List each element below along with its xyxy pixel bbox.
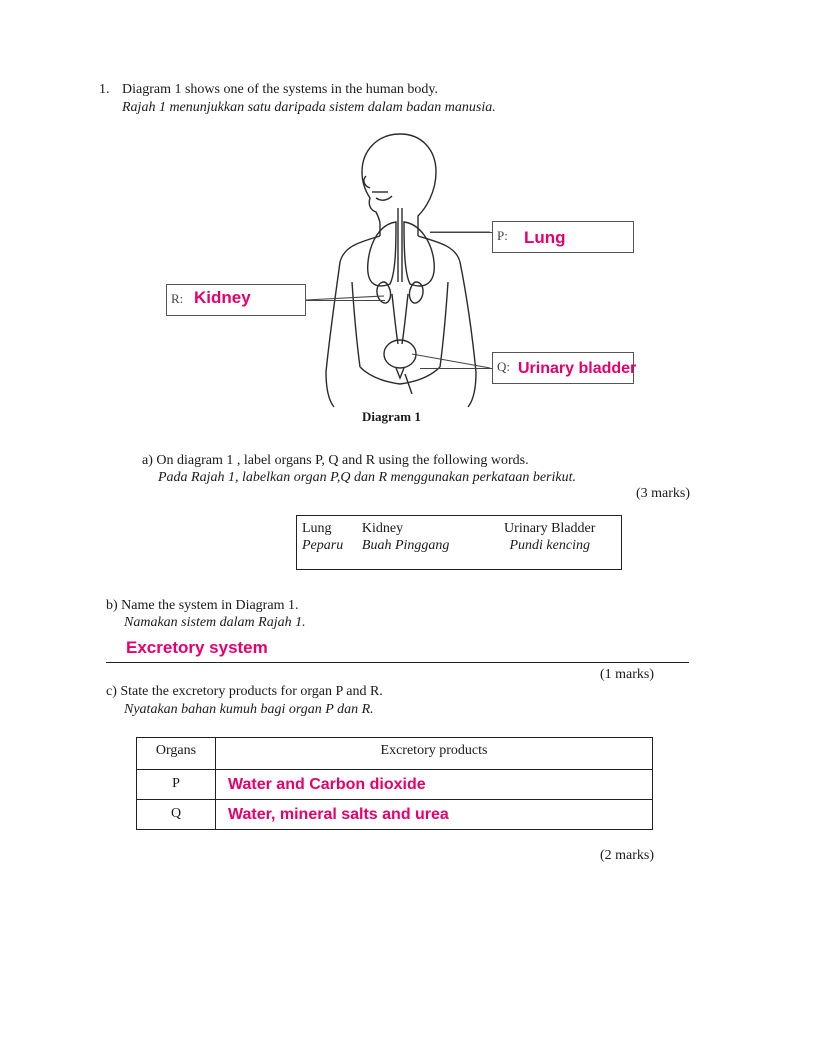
word-ms: Buah Pinggang xyxy=(361,538,450,553)
answer-line xyxy=(106,662,689,663)
word-bank-table xyxy=(296,515,622,570)
word-en: Lung xyxy=(302,521,332,536)
word-bank-item-lung xyxy=(297,516,362,570)
body-outline-sketch xyxy=(326,134,476,407)
part-a-prompt-ms: Pada Rajah 1, labelkan organ P,Q dan R menggunakan perkataan berikut. xyxy=(158,470,576,485)
answer-p[interactable]: Lung xyxy=(524,228,566,247)
excretory-products-table xyxy=(136,737,653,830)
word-bank-item-kidney xyxy=(362,516,485,570)
product-cell[interactable] xyxy=(216,800,653,830)
answer-r[interactable]: Kidney xyxy=(194,288,251,307)
word-en: Kidney xyxy=(361,521,404,536)
question-intro-ms: Rajah 1 menunjukkan satu daripada sistem dalam badan manusia. xyxy=(122,100,496,115)
label-box-p[interactable] xyxy=(492,221,634,253)
header-organs: Organs xyxy=(137,738,216,770)
part-a-prompt-en: a) On diagram 1 , label organs P, Q and R using the following words. xyxy=(142,453,529,468)
leader-line-p xyxy=(430,232,492,233)
part-b-prompt-en: b) Name the system in Diagram 1. xyxy=(106,598,299,613)
question-intro-en: Diagram 1 shows one of the systems in the human body. xyxy=(122,82,438,97)
word-ms: Pundi kencing xyxy=(509,538,590,553)
label-box-q[interactable] xyxy=(492,352,637,384)
label-box-r[interactable] xyxy=(166,284,306,316)
table-row xyxy=(137,770,653,800)
organ-cell: Q xyxy=(137,800,216,830)
part-c-prompt-en: c) State the excretory products for organ P and R. xyxy=(106,684,383,699)
kidneys-sketch xyxy=(377,282,423,344)
part-c-prompt-ms: Nyatakan bahan kumuh bagi organ P dan R. xyxy=(124,702,374,717)
diagram-caption: Diagram 1 xyxy=(362,409,421,424)
product-cell[interactable] xyxy=(216,770,653,800)
label-letter-r: R: xyxy=(171,291,184,306)
leader-line-r xyxy=(305,300,385,301)
word-en: Urinary Bladder xyxy=(504,521,596,536)
answer-product-q[interactable]: Water, mineral salts and urea xyxy=(228,805,449,823)
word-bank-item-urinary-bladder xyxy=(484,516,621,570)
label-letter-q: Q: xyxy=(497,359,510,374)
part-b-prompt-ms: Namakan sistem dalam Rajah 1. xyxy=(124,615,306,630)
part-b-marks: (1 marks) xyxy=(600,667,655,682)
bladder-sketch xyxy=(384,340,416,378)
table-row xyxy=(137,800,653,830)
label-letter-p: P: xyxy=(497,228,508,243)
header-products: Excretory products xyxy=(216,738,653,770)
answer-system[interactable]: Excretory system xyxy=(126,638,268,657)
table-header-row xyxy=(137,738,653,770)
lungs-sketch xyxy=(368,208,435,286)
organ-cell: P xyxy=(137,770,216,800)
answer-q[interactable]: Urinary bladder xyxy=(518,360,637,377)
leader-line-q xyxy=(420,368,492,369)
word-ms: Peparu xyxy=(302,538,344,553)
human-body-diagram xyxy=(300,132,500,417)
part-a-marks: (3 marks) xyxy=(636,486,691,501)
answer-product-p[interactable]: Water and Carbon dioxide xyxy=(228,775,426,793)
part-c-marks: (2 marks) xyxy=(600,848,655,863)
question-number: 1. xyxy=(99,82,110,97)
